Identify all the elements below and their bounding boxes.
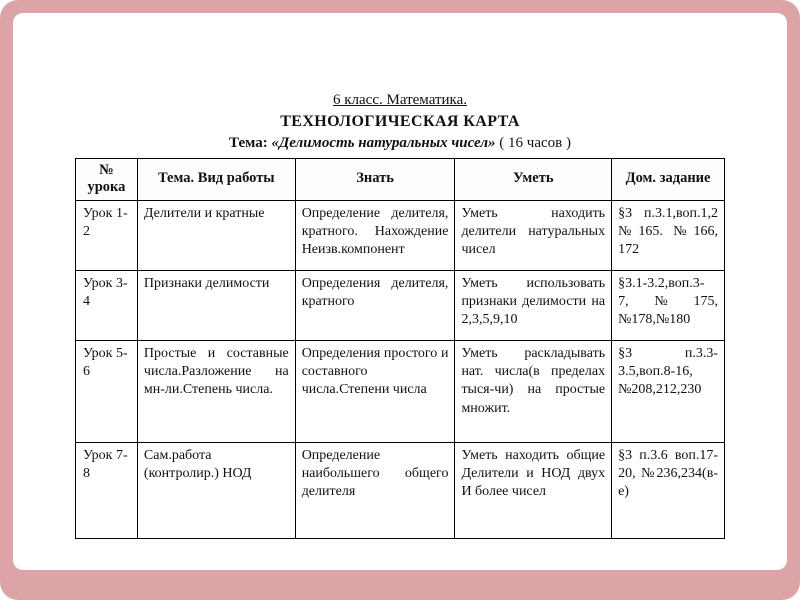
cell-able: Уметь находить общие Делители и НОД двух И более чисел — [455, 442, 612, 538]
subject-title: 6 класс. Математика. — [332, 92, 468, 108]
cell-homework: §3 п.3.3-3.5,воп.8-16, №208,212,230 — [612, 340, 725, 442]
cell-lesson: Урок 7-8 — [76, 442, 138, 538]
table-row — [76, 340, 725, 442]
cell-homework: §3 п.3.6 воп.17-20, №236,234(в-е) — [612, 442, 725, 538]
cell-lesson: Урок 3-4 — [76, 270, 138, 340]
cell-know: Определение наибольшего общего делителя — [295, 442, 455, 538]
cell-lesson: Урок 1-2 — [76, 200, 138, 270]
cell-topic: Признаки делимости — [137, 270, 295, 340]
theme-label: Тема: — [229, 134, 268, 151]
table-row — [76, 270, 725, 340]
cell-know: Определения простого и составного числа.Степени числа — [295, 340, 455, 442]
cell-able: Уметь находить делители натуральных чисел — [455, 200, 612, 270]
column-header-know: Знать — [295, 158, 455, 200]
cell-know: Определения делителя, кратного — [295, 270, 455, 340]
cell-lesson: Урок 5-6 — [76, 340, 138, 442]
theme-value: «Делимость натуральных чисел» — [271, 134, 496, 151]
table-row — [76, 442, 725, 538]
cell-able: Уметь использовать признаки делимости на 2,3,5,9,10 — [455, 270, 612, 340]
column-header-topic: Тема. Вид работы — [137, 158, 295, 200]
page-title: ТЕХНОЛОГИЧЕСКАЯ КАРТА — [280, 112, 520, 130]
table-row — [76, 200, 725, 270]
theme-line — [13, 134, 787, 153]
cell-know: Определение делителя, кратного. Нахождение Неизв.компонент — [295, 200, 455, 270]
cell-topic: Делители и кратные — [137, 200, 295, 270]
cell-homework: §3.1-3.2,воп.3-7,№175, №178,№180 — [612, 270, 725, 340]
cell-topic: Сам.работа (контролир.) НОД — [137, 442, 295, 538]
cell-able: Уметь раскладывать нат. числа(в пределах тыся-чи) на простые множит. — [455, 340, 612, 442]
column-header-lesson: № урока — [76, 158, 138, 200]
column-header-able: Уметь — [455, 158, 612, 200]
tech-map-table — [75, 158, 725, 539]
cell-homework: §3 п.3.1,воп.1,2 №165. №166, 172 — [612, 200, 725, 270]
table-header-row — [76, 158, 725, 200]
cell-topic: Простые и составные числа.Разложение на мн-ли.Степень числа. — [137, 340, 295, 442]
slide-card — [13, 13, 787, 570]
title-block — [13, 13, 787, 153]
column-header-homework: Дом. задание — [612, 158, 725, 200]
hours-value: ( 16 часов ) — [499, 134, 571, 151]
